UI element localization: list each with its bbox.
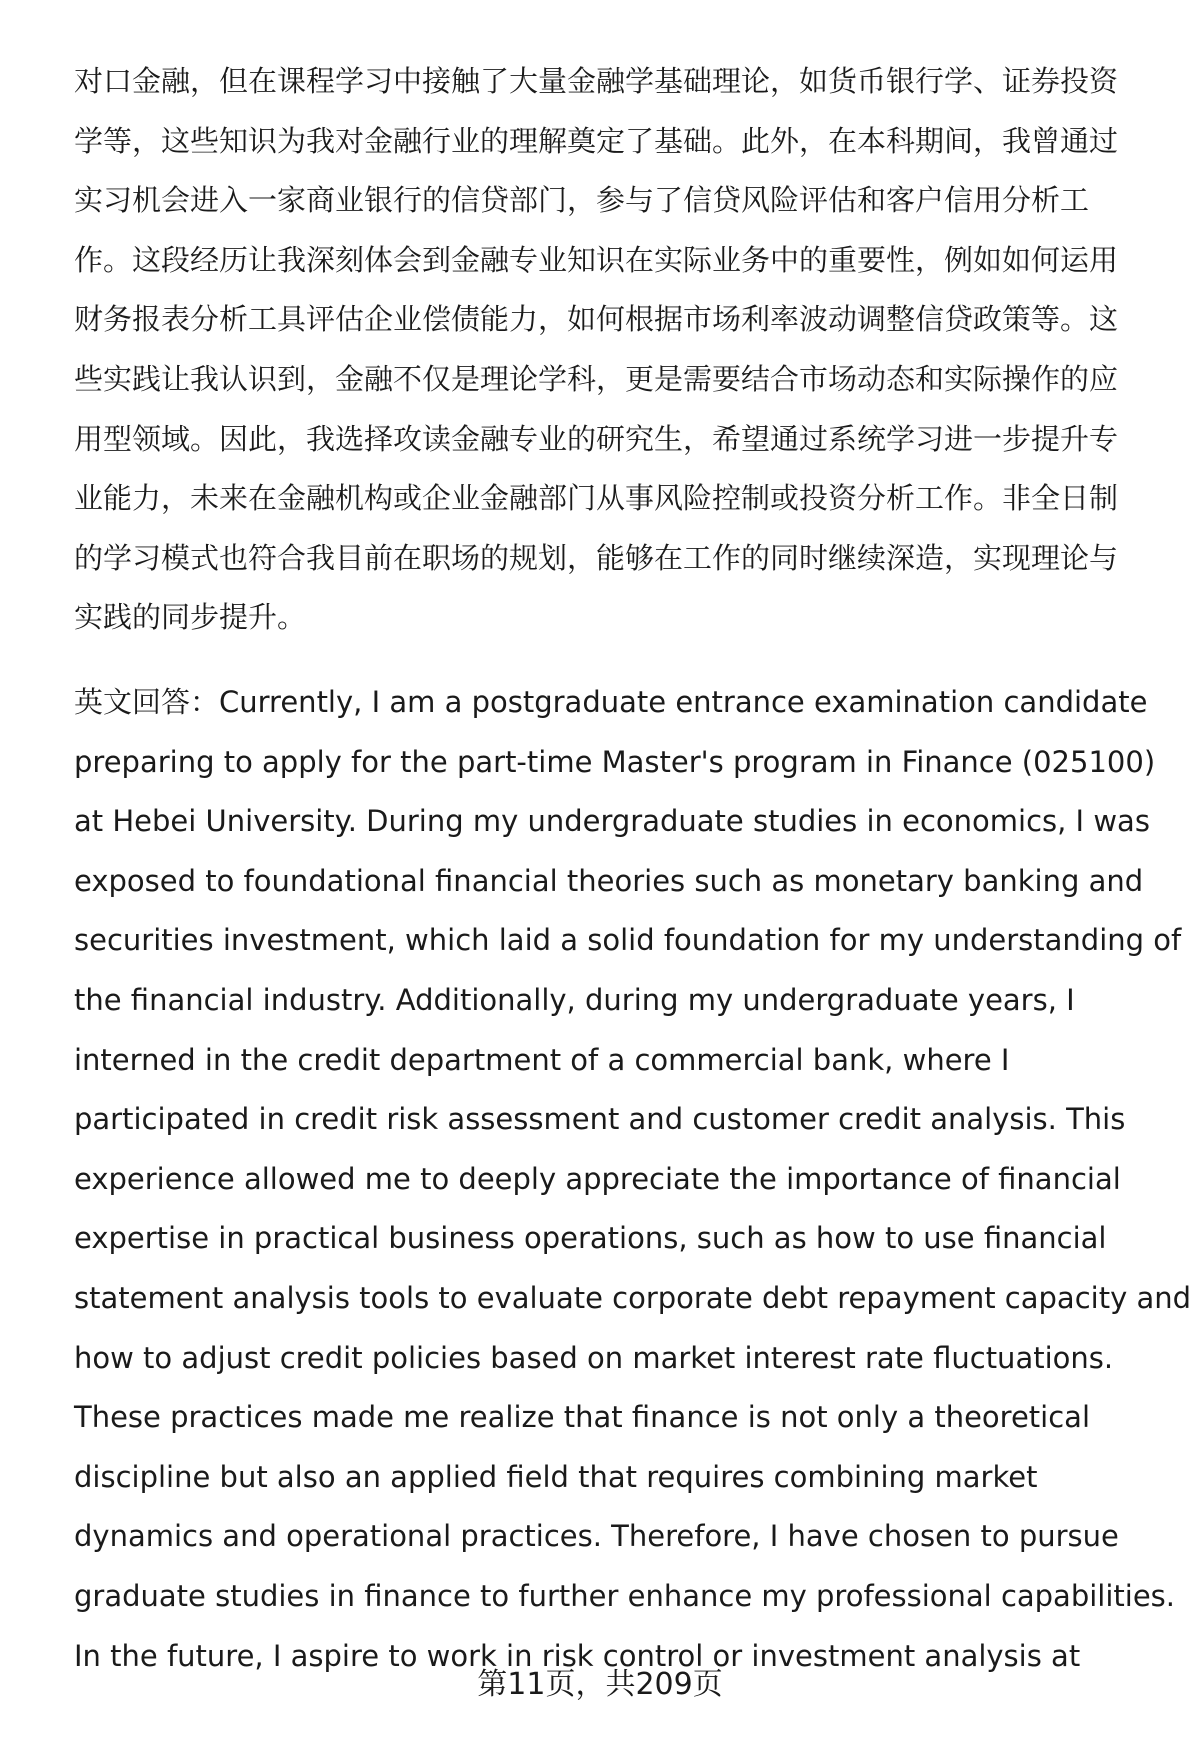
paragraph-line: discipline but also an applied field that requires combining market <box>74 1459 1038 1494</box>
paragraph-line: 财务报表分析工具评估企业偿债能力，如何根据市场利率波动调整信贷政策等。这 <box>74 302 1119 337</box>
paragraph-line: 学等，这些知识为我对金融行业的理解奠定了基础。此外，在本科期间，我曾通过 <box>74 123 1119 158</box>
english-answer-paragraph <box>74 673 1192 1686</box>
paragraph-line: 用型领域。因此，我选择攻读金融专业的研究生，希望通过系统学习进一步提升专 <box>74 421 1119 456</box>
paragraph-line: 业能力，未来在金融机构或企业金融部门从事风险控制或投资分析工作。非全日制 <box>74 481 1119 516</box>
paragraph-line: experience allowed me to deeply appreciate the importance of financial <box>74 1161 1121 1196</box>
paragraph-line: exposed to foundational financial theories such as monetary banking and <box>74 863 1144 898</box>
paragraph-line: statement analysis tools to evaluate corporate debt repayment capacity and <box>74 1280 1192 1315</box>
paragraph-line: expertise in practical business operations, such as how to use financial <box>74 1221 1107 1256</box>
paragraph-line: at Hebei University. During my undergraduate studies in economics, I was <box>74 804 1150 839</box>
paragraph-line: 对口金融，但在课程学习中接触了大量金融学基础理论，如货币银行学、证券投资 <box>74 64 1119 98</box>
answer-first-line-text: Currently, I am a postgraduate entrance examination candidate <box>219 685 1148 719</box>
paragraph-line: These practices made me realize that finance is not only a theoretical <box>74 1400 1091 1435</box>
paragraph-line: 实习机会进入一家商业银行的信贷部门，参与了信贷风险评估和客户信用分析工 <box>74 183 1090 218</box>
paragraph-line: participated in credit risk assessment and customer credit analysis. This <box>74 1102 1126 1137</box>
paragraph-line: 作。这段经历让我深刻体会到金融专业知识在实际业务中的重要性，例如如何运用 <box>74 242 1119 277</box>
paragraph-line: 的学习模式也符合我目前在职场的规划，能够在工作的同时继续深造，实现理论与 <box>74 540 1119 575</box>
paragraph-line: 实践的同步提升。 <box>74 600 307 635</box>
paragraph-first-line <box>74 673 1160 733</box>
chinese-answer-paragraph <box>74 52 1160 648</box>
answer-label: 英文回答： <box>74 685 220 719</box>
paragraph-line: the financial industry. Additionally, during my undergraduate years, I <box>74 982 1075 1017</box>
paragraph-line: how to adjust credit policies based on market interest rate fluctuations. <box>74 1340 1114 1375</box>
paragraph-line: securities investment, which laid a solid foundation for my understanding of <box>74 923 1182 958</box>
paragraph-line: preparing to apply for the part-time Master's program in Finance (025100) <box>74 744 1156 779</box>
paragraph-line: graduate studies in finance to further enhance my professional capabilities. <box>74 1578 1176 1613</box>
paragraph-line: dynamics and operational practices. Therefore, I have chosen to pursue <box>74 1519 1119 1554</box>
paragraph-line: In the future, I aspire to work in risk control or investment analysis at <box>74 1638 1081 1673</box>
page-number-footer: 第11页，共209页 <box>477 1667 723 1702</box>
paragraph-line: interned in the credit department of a commercial bank, where I <box>74 1042 1010 1077</box>
paragraph-line: 些实践让我认识到，金融不仅是理论学科，更是需要结合市场动态和实际操作的应 <box>74 361 1119 396</box>
